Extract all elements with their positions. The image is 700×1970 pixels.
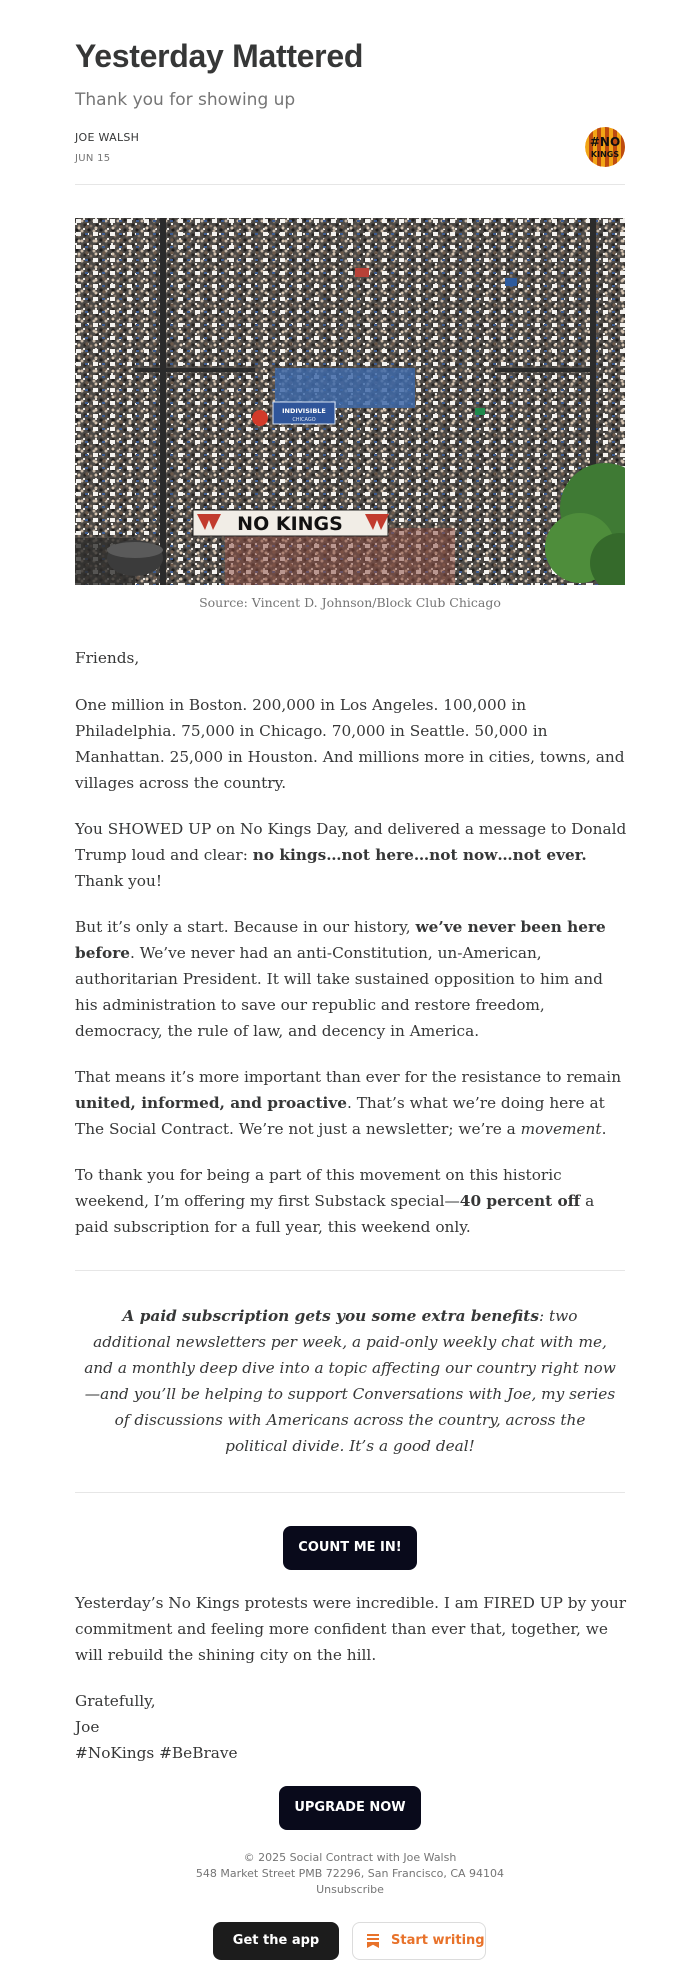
substack-icon [367,1934,379,1948]
count-me-in-button[interactable]: COUNT ME IN! [283,1526,417,1570]
start-writing-button[interactable]: Start writing [352,1922,486,1960]
hero-image [75,218,625,585]
signoff-line-1: Gratefully, [75,1692,156,1710]
avatar[interactable] [585,127,625,167]
post-subtitle: Thank you for showing up [75,90,296,110]
greeting: Friends, [75,649,140,667]
signoff-line-2: Joe [75,1718,100,1736]
paragraph-6: Yesterday’s No Kings protests were incredible. I am FIRED UP by your commitment and feeling more confident than ever that, together, we will rebuild the shining city on the hill. [75,1594,627,1664]
sign-subtext: CHICAGO [292,417,316,423]
unsubscribe-link[interactable]: Unsubscribe [316,1883,384,1896]
avatar-text-top: #NO [589,135,621,149]
signoff-hashtags: #NoKings #BeBrave [75,1744,238,1762]
author-name[interactable]: JOE WALSH [75,131,140,144]
avatar-text-bottom: KINGS [590,150,620,159]
post-title: Yesterday Mattered [75,38,364,74]
upgrade-now-button[interactable]: UPGRADE NOW [279,1786,421,1830]
post-date: JUN 15 [75,153,111,164]
quote-top-divider [75,1270,625,1271]
paragraph-4: That means it’s more important than ever for the resistance to remain united, informed, and proactive. That’s what we’re doing here at The Social Contract. We’re not just a newsletter; we’re a movement. [75,1068,622,1138]
paragraph-5: To thank you for being a part of this movement on this historic weekend, I’m offering my first Substack special—40 percent off a paid subscription for a full year, this weekend only. [75,1166,595,1236]
footer-address: 548 Market Street PMB 72296, San Francisco, CA 94104 [195,1867,505,1880]
banner-text: NO KINGS [237,513,343,535]
pull-quote: A paid subscription gets you some extra benefits: two additional newsletters per week, a paid-only weekly chat with me, and a monthly deep dive into a topic affecting our country right now—and you’ll be helping to support Conversations with Joe, my series of discussions with Americans across the country, across the political divide. It’s a good deal! [84,1307,616,1455]
paragraph-3: But it’s only a start. Because in our history, we’ve never been here before. We’ve never had an anti-Constitution, un-American, authoritarian President. It will take sustained opposition to him and his administration to save our republic and restore freedom, democracy, the rule of law, and decency in America. [75,918,606,1040]
footer-copyright: © 2025 Social Contract with Joe Walsh [243,1851,457,1864]
sign-text: INDIVISIBLE [282,407,326,415]
quote-bottom-divider [75,1492,625,1493]
header-divider [75,184,625,185]
image-caption: Source: Vincent D. Johnson/Block Club Chicago [199,595,501,610]
paragraph-1: One million in Boston. 200,000 in Los Angeles. 100,000 in Philadelphia. 75,000 in Chicago. 70,000 in Seattle. 50,000 in Manhattan. 25,000 in Houston. And millions more in cities, towns, and villages across the country. [75,696,625,792]
get-the-app-button[interactable]: Get the app [213,1922,339,1960]
paragraph-2: You SHOWED UP on No Kings Day, and delivered a message to Donald Trump loud and clear: no kings…not here…not now…not ever. Thank you! [75,820,627,890]
